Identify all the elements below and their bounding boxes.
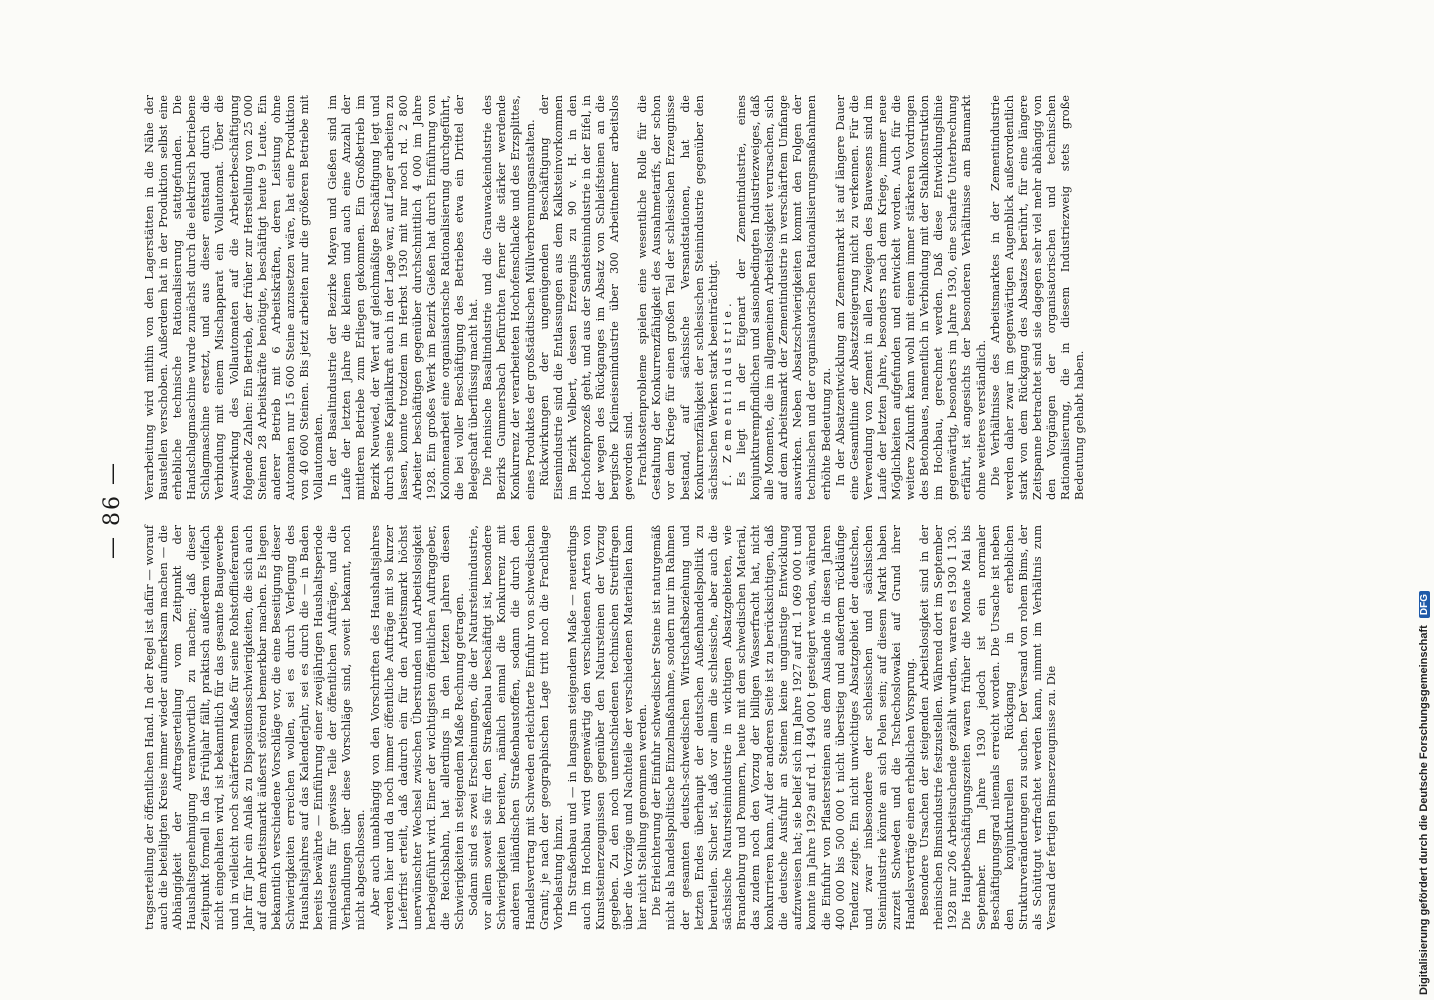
paragraph: Verarbeitung wird mithin von den Lagerstätten in die Nähe der Baustellen verschoben. Außerdem hat in der Produktion selbst eine erhebliche technische Rationalisierung stattgefunden. Die Handschlagmaschine wurde zunächst durch die elektrisch betriebene Schlagmaschine ersetzt, und aus dieser entstand durch die Verbindung mit einem Mischapparat ein Vollautomat. Über die Auswirkung des Vollautomaten auf die Arbeiterbeschäftigung folgende Zahlen: Ein Betrieb, der früher zur Herstellung von 25 000 Steinen 28 Arbeitskräfte benötigte, beschäftigt heute 9 Leute. Ein anderer Betrieb mit 6 Arbeitskräften, deren Leistung ohne Automaten nur 15 600 Steine anzusetzen wäre, hat eine Produktion von 40 600 Steinen. Bis jetzt arbeiten nur die größeren Betriebe mit Vollautomaten. <box>142 95 326 500</box>
paragraph: tragserteilung der öffentlichen Hand. In der Regel ist dafür — worauf auch die beteiligten Kreise immer wieder aufmerksam machen — die Abhängigkeit der Auftragserteilung vom Zeitpunkt der Haushaltsgenehmigung verantwortlich zu machen; daß dieser Zeitpunkt formell in das Frühjahr fällt, praktisch außerdem vielfach nicht eingehalten wird, ist bekanntlich für das gesamte Baugewerbe und in vielleicht noch schärferem Maße für seine Rohstofflieferanten Jahr für Jahr ein Anlaß zu Dispositionsschwierigkeiten, die sich auch auf dem Arbeitsmarkt äußerst störend bemerkbar machen. Es liegen bekanntlich verschiedene Vorschläge vor, die eine Beseitigung dieser Schwierigkeiten erreichen wollen, sei es durch Verlegung des Haushaltsjahres auf das Kalenderjahr, sei es durch die — in Baden bereits bewährte — Einführung einer zweijährigen Haushaltsperiode mindestens für gewisse Teile der öffentlichen Aufträge, und die Verhandlungen über diese Vorschläge sind, soweit bekannt, noch nicht abgeschlossen. <box>142 525 368 930</box>
paragraph: Es liegt in der Eigenart der Zementindustrie, eines konjunkturempfindlichen und saisonbedingten Industriezweiges, daß alle Momente, die im allgemeinen Arbeitslosigkeit verursachen, sich auf dem Arbeitsmarkt der Zementindustrie in verschärftem Umfange auswirken. Neben Absatzschwierigkeiten kommt den Folgen der technischen und der organisatorischen Rationalisierungsmaßnahmen erhöhte Bedeutung zu. <box>733 95 833 500</box>
paragraph: Im Straßenbau und — in langsam steigendem Maße — neuerdings auch im Hochbau wird gegenwärtig den verschiedenen Arten von Kunststeinerzeugnissen gegenüber den Natursteinen der Vorzug gegeben. Zu den noch unentschiedenen technischen Streitfragen über die Vorzüge und Nachteile der verschiedenen Materialien kann hier nicht Stellung genommen werden. <box>564 525 650 930</box>
paragraph: Besondere Ursachen der steigenden Arbeitslosigkeit sind in der rheinischen Bimsindustrie festzustellen. Während dort im September 1928 nur 206 Arbeitsuchende gezählt wurden, waren es 1930 1 130. Die Hauptbeschäftigungszeiten waren früher die Monate Mai bis September. Im Jahre 1930 jedoch ist ein normaler Beschäftigungsgrad niemals erreicht worden. Die Ursache ist neben den konjunkturellen Rückgang in erheblichen Strukturveränderungen zu suchen. Der Versand von rohem Bims, der als Schüttgut verfrachtet werden kann, nimmt im Verhältnis zum Versand der fertigen Bimserzeugnisse zu. Die <box>917 525 1058 930</box>
paragraph: Frachtkostenprobleme spielen eine wesentliche Rolle für die Gestaltung der Konkurrenzfähigkeit des Ausnahmetarifs, der schon vor dem Kriege für einen großen Teil der schlesischen Erzeugnisse bestand, auf sächsische Versandstationen, hat die Konkurrenzfähigkeit der schlesischen Steinindustrie gegenüber den sächsischen Werken stark beeinträchtigt. <box>635 95 720 500</box>
left-column <box>142 525 1058 930</box>
paragraph: Die Erleichterung der Einfuhr schwedischer Steine ist naturgemäß nicht als handelspolitische Einzelmaßnahme, sondern nur im Rahmen der gesamten deutsch-schwedischen Wirtschaftsbeziehung und letzten Endes überhaupt der deutschen Außenhandelspolitik zu beurteilen. Sicher ist, daß vor allem die schlesische, aber auch die sächsische Natursteinindustrie in wichtigen Absatzgebieten, wie Brandenburg und Pommern, heute mit dem schwedischen Material, das zudem noch den Vorzug der billigen Wasserfracht hat, nicht konkurrieren kann. Auf der anderen Seite ist zu berücksichtigen, daß die deutsche Ausfuhr an Steinen keine ungünstige Entwicklung aufzuweisen hat; sie belief sich im Jahre 1927 auf rd. 1 069 000 t und konnte im Jahre 1929 auf rd. 1 494 000 t gesteigert werden, während die Einfuhr von Pflastersteinen aus dem Auslande in diesen Jahren 400 000 bis 500 000 t nicht überstieg und außerdem rückläufige Tendenz zeigte. Ein nicht unwichtiges Absatzgebiet der deutschen, und zwar insbesondere der schlesischen und sächsischen Steinindustrie könnte an sich Polen sein; auf diesem Markt haben zurzeit Schweden und die Tschechoslowakei auf Grund ihrer Handelsverträge einen erheblichen Vorsprung. <box>649 525 918 930</box>
paragraph: Aber auch unabhängig von den Vorschriften des Haushaltsjahres werden hier und da noch immer öffentliche Aufträge mit so kurzer Lieferfrist erteilt, daß dadurch ein für den Arbeitsmarkt höchst unerwünschter Wechsel zwischen Überstunden und Arbeitslosigkeit herbeigeführt wird. Einer der wichtigsten öffentlichen Auftraggeber, die Reichsbahn, hat allerdings in den letzten Jahren diesen Schwierigkeiten in steigendem Maße Rechnung getragen. <box>367 525 467 930</box>
paragraph: Die Verhältnisse des Arbeitsmarktes in der Zementindustrie werden daher zwar im gegenwärtigen Augenblick außerordentlich stark von dem Rückgang des Absatzes berührt, für eine längere Zeitspanne betrachtet sind sie dagegen sehr viel mehr abhängig von den Vorgängen der organisatorischen und technischen Rationalisierung, die in diesem Industriezweig stets große Bedeutung gehabt haben. <box>987 95 1087 500</box>
paragraph: In der Absatzentwicklung am Zementmarkt ist auf längere Dauer eine Gesamtlinie der Absatzsteigerung nicht zu verkennen. Für die Verwendung von Zement in allen Zweigen des Bauwesens sind im Laufe der letzten Jahre, besonders nach dem Kriege, immer neue Möglichkeiten aufgefunden und entwickelt worden. Auch für die weitere Zukunft kann wohl mit einem immer stärkeren Vordringen des Betonbaues, namentlich in Verbindung mit der Stahlkonstruktion im Hochbau, gerechnet werden. Daß diese Entwicklungslinie gegenwärtig, besonders im Jahre 1930, eine scharfe Unterbrechung erfährt, ist angesichts der besonderen Verhältnisse am Baumarkt ohne weiteres verständlich. <box>832 95 988 500</box>
paragraph: Sodann sind es zwei Erscheinungen, die der Natursteinindustrie, vor allem soweit sie für den Straßenbau beschäftigt ist, besondere Schwierigkeiten bereiten, nämlich einmal die Konkurrenz mit anderen inländischen Straßenbaustoffen, sodann die durch den Handelsvertrag mit Schweden erleichterte Einfuhr von schwedischen Granit; je nach der geographischen Lage tritt noch die Frachtlage Vorbelastung hinzu. <box>466 525 565 930</box>
paragraph: In der Basaltindustrie der Bezirke Mayen und Gießen sind im Laufe der letzten Jahre die kleinen und auch eine Anzahl der mittleren Betriebe zum Erliegen gekommen. Ein Großbetrieb im Bezirk Neuwied, der Wert auf gleichmäßige Beschäftigung legt und durch seine Kapitalkraft auch in der Lage war, auf Lager arbeiten zu lassen, konnte trotzdem im Herbst 1930 mit nur noch rd. 2 800 Arbeiter beschäftigen gegenüber durchschnittlich 4 000 im Jahre 1928. Ein großes Werk im Bezirk Gießen hat durch Einführung von Kolonnenarbeit eine organisatorische Rationalisierung durchgeführt, die bei voller Beschäftigung des Betriebes etwa ein Drittel der Belegschaft überflüssig macht hat. <box>325 95 481 500</box>
digitization-credit <box>1418 5 1434 995</box>
page-number: — 86 — <box>100 461 125 559</box>
section-heading: f. Zementindustrie. <box>719 299 734 486</box>
paragraph: Rückwirkungen der ungenügenden Beschäftigung der Eisenindustrie sind die Entlassungen aus dem Kalksteinvorkommen im Bezirk Velbert, dessen Erzeugnis zu 90 v. H. in den Hochofenprozeß geht, und aus der Sandsteinindustrie in der Eifel, in der wegen des Rückganges im Absatz von Schleifsteinen an die bergische Kleineisenindustrie über 300 Arbeitnehmer arbeitslos geworden sind. <box>536 95 636 500</box>
dfg-logo: DFG <box>1419 591 1430 618</box>
rotated-page <box>100 70 1390 950</box>
paragraph: Die rheinische Basaltindustrie und die Grauwackeindustrie des Bezirks Gummersbach befürchten ferner die stärker werdende Konkurrenz der verarbeiteten Hochofenschlacke und des Erzsplittes, eines Produktes der großstädtischen Müllverbrennungsanstalten. <box>480 95 537 500</box>
right-column <box>142 95 1087 500</box>
credit-text: Digitalisierung gefördert durch die Deutsche Forschungsgemeinschaft <box>1418 625 1430 995</box>
